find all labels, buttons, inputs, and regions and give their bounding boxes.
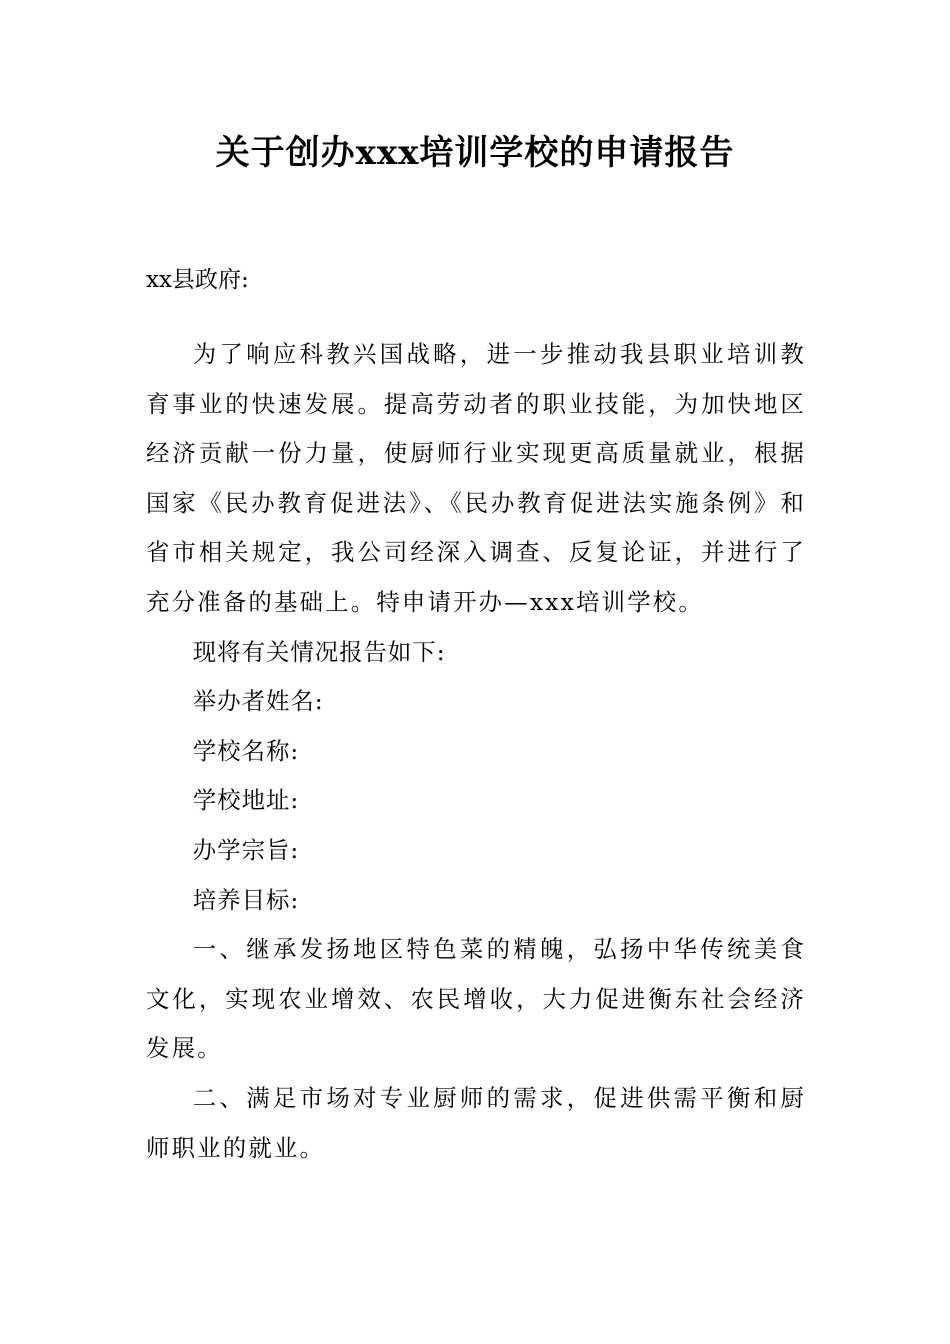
goal-paragraph-2: 二、满足市场对专业厨师的需求，促进供需平衡和厨师职业的就业。 [146, 1083, 806, 1162]
document-body [146, 330, 806, 1173]
school-name-field: 学校名称: [192, 736, 300, 765]
founder-name-field: 举办者姓名: [192, 687, 324, 716]
document-title: 关于创办xxx培训学校的申请报告 [215, 133, 735, 173]
intro-paragraph: 为了响应科教兴国战略，进一步推动我县职业培训教育事业的快速发展。提高劳动者的职业技能，为加快地区经济贡献一份力量，使厨师行业实现更高质量就业，根据国家《民办教育促进法》、《民办教育促进法实施条例》和省市相关规定，我公司经深入调查、反复论证，并进行了充分准备的基础上。特申请开办—xxx培训学校。 [146, 340, 806, 616]
report-intro-line: 现将有关情况报告如下: [192, 637, 446, 666]
training-goals-heading: 培养目标: [192, 885, 300, 914]
salutation: xx县政府: [146, 267, 249, 293]
goal-paragraph-1: 一、继承发扬地区特色菜的精魄，弘扬中华传统美食文化，实现农业增效、农民增收，大力促进衡东社会经济发展。 [146, 935, 806, 1063]
school-address-field: 学校地址: [192, 786, 300, 815]
school-purpose-field: 办学宗旨: [192, 835, 300, 864]
